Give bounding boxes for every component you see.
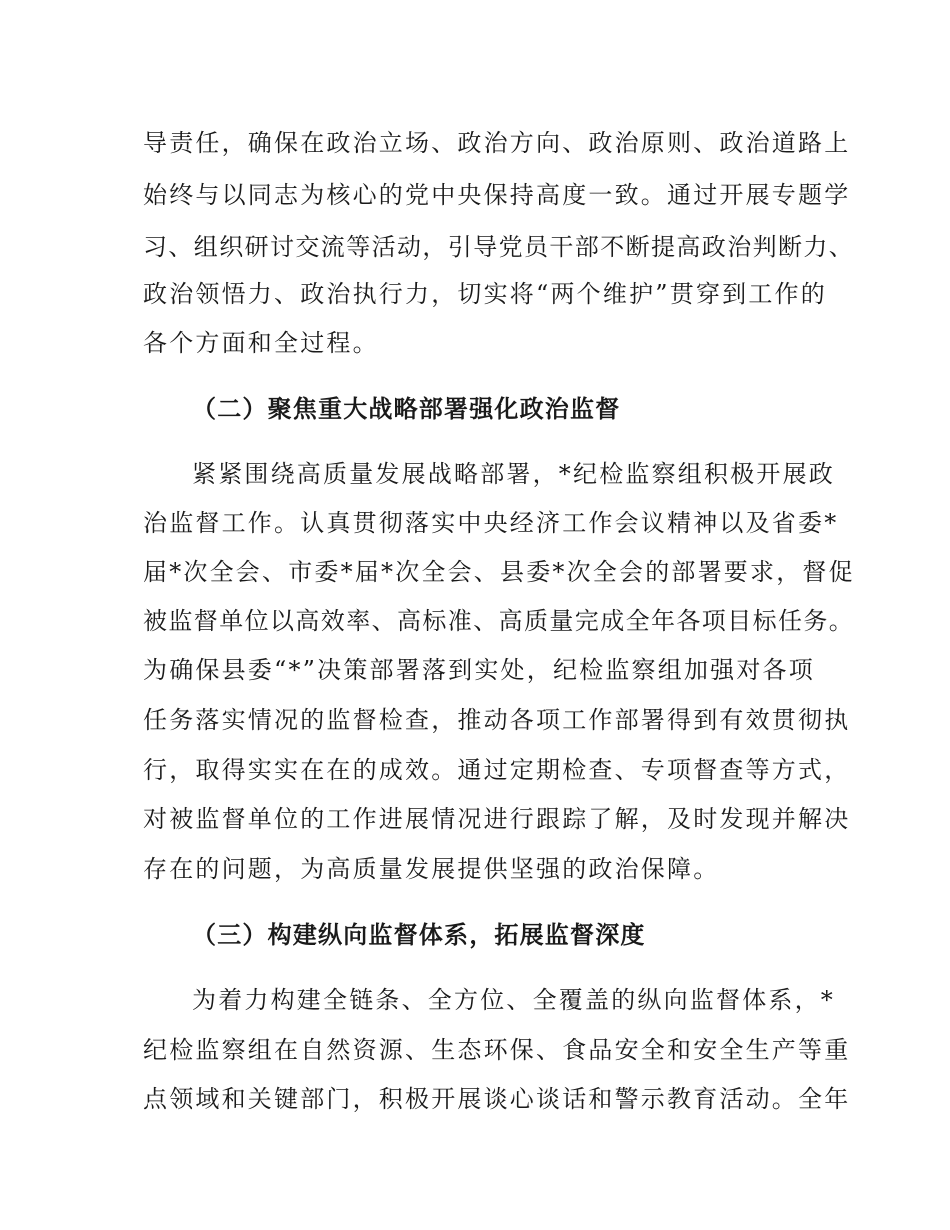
- section-heading: （二）聚焦重大战略部署强化政治监督: [192, 395, 621, 423]
- body-line: 对被监督单位的工作进展情况进行跟踪了解，及时发现并解决: [143, 805, 851, 833]
- body-line: 为确保县委“*”决策部署落到实处，纪检监察组加强对各项: [143, 656, 815, 684]
- body-line: 政治领悟力、政治执行力，切实将“两个维护”贯穿到工作的: [143, 280, 827, 308]
- body-line: 存在的问题，为高质量发展提供坚强的政治保障。: [143, 855, 720, 883]
- body-line: 被监督单位以高效率、高标准、高质量完成全年各项目标任务。: [143, 607, 855, 635]
- body-line: 导责任，确保在政治立场、政治方向、政治原则、政治道路上: [143, 129, 851, 157]
- section-heading: （三）构建纵向监督体系，拓展监督深度: [192, 921, 646, 949]
- body-line: 届*次全会、市委*届*次全会、县委*次全会的部署要求，督促: [143, 558, 855, 586]
- body-line: 各个方面和全过程。: [143, 329, 379, 357]
- body-line: 任务落实情况的监督检查，推动各项工作部署得到有效贯彻执: [143, 706, 851, 734]
- body-line: 纪检监察组在自然资源、生态环保、食品安全和安全生产等重: [143, 1036, 851, 1064]
- body-line: 始终与以同志为核心的党中央保持高度一致。通过开展专题学: [143, 181, 851, 209]
- body-line: 行，取得实实在在的成效。通过定期检查、专项督查等方式，: [143, 756, 851, 784]
- body-line: 习、组织研讨交流等活动，引导党员干部不断提高政治判断力、: [143, 233, 855, 261]
- body-line: 治监督工作。认真贯彻落实中央经济工作会议精神以及省委*: [143, 509, 839, 537]
- body-line: 紧紧围绕高质量发展战略部署，*纪检监察组积极开展政: [192, 460, 835, 488]
- body-line: 为着力构建全链条、全方位、全覆盖的纵向监督体系，*: [192, 986, 835, 1014]
- body-line: 点领域和关键部门，积极开展谈心谈话和警示教育活动。全年: [143, 1085, 851, 1113]
